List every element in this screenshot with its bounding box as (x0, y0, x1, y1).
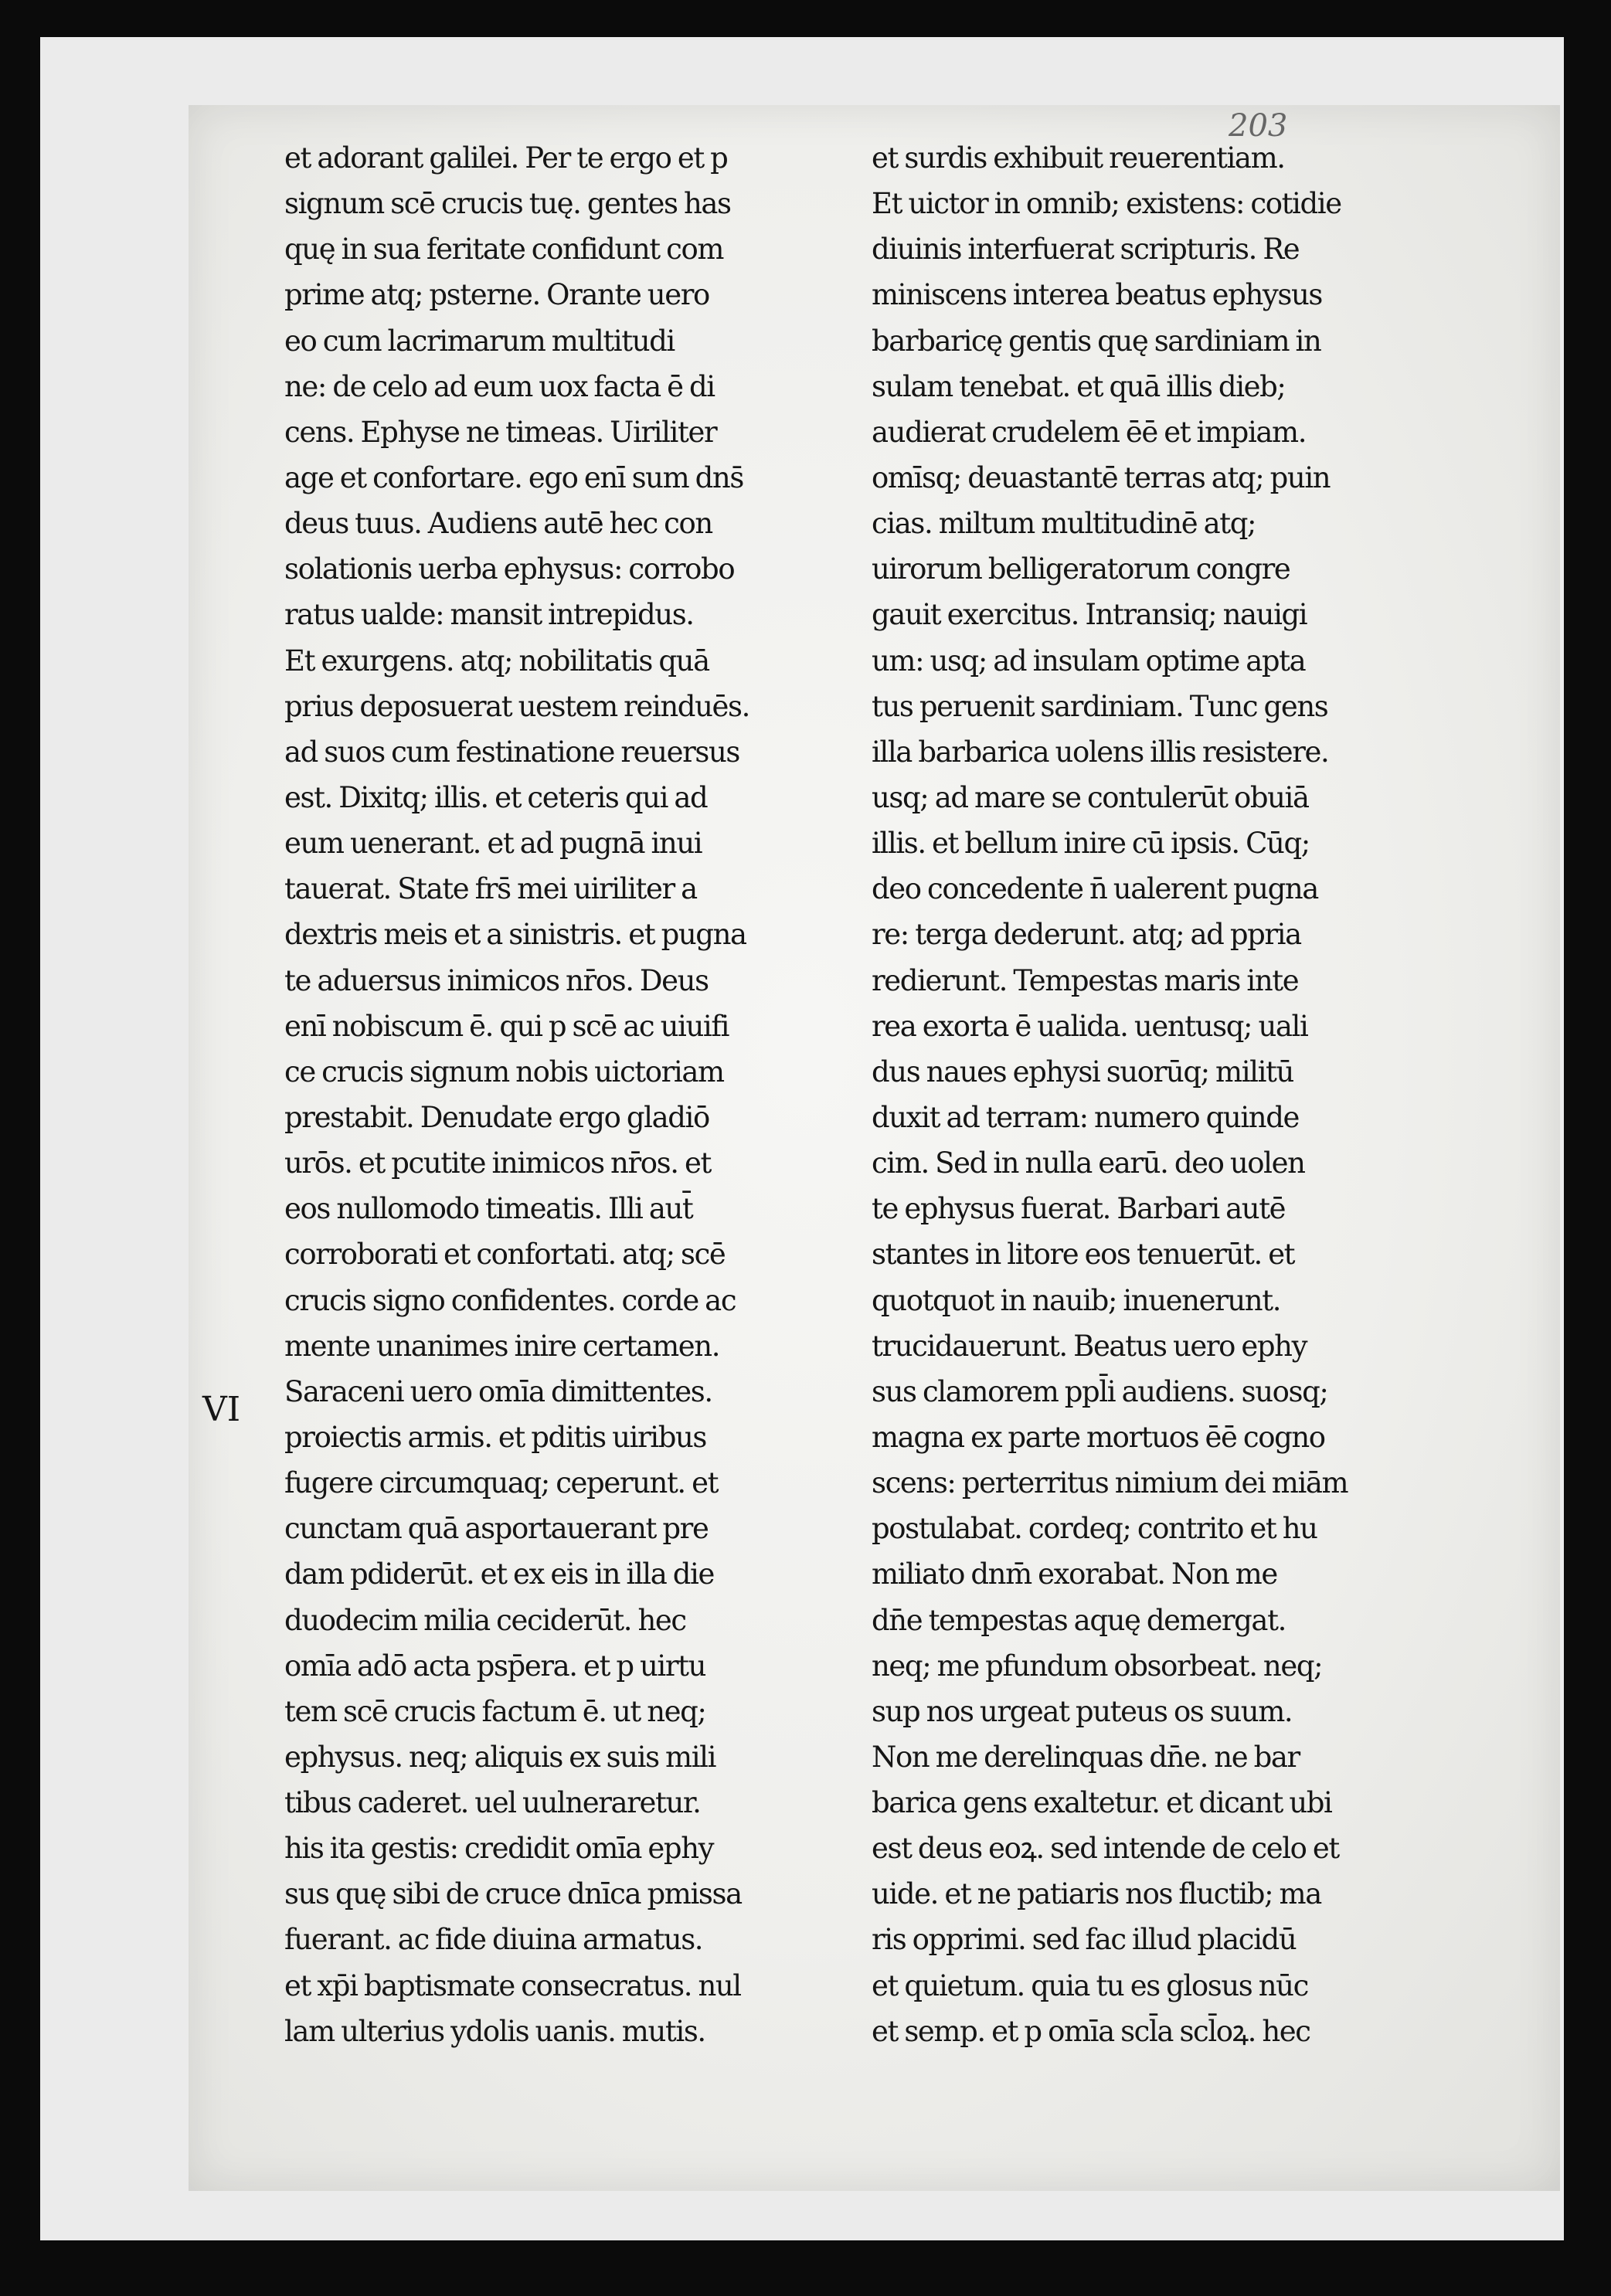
text-line: ne: de celo ad eum uox facta ē di (284, 369, 715, 403)
text-line: Saraceni uero omīa dimittentes. (284, 1374, 712, 1408)
text-line: neq; me pfundum obsorbeat. neq; (872, 1649, 1323, 1683)
text-line: eos nullomodo timeatis. Illi aut̄ (284, 1192, 693, 1226)
text-line: duxit ad terram: numero quinde (872, 1100, 1299, 1134)
text-line: tem scē crucis factum ē. ut neq; (284, 1694, 706, 1728)
text-line: corroborati et confortati. atq; scē (284, 1238, 726, 1272)
text-line: redierunt. Tempestas maris inte (872, 963, 1299, 997)
text-line: sus quę sibi de cruce dnīca pmissa (284, 1877, 742, 1911)
text-line: gauit exercitus. Intransiq; nauigi (872, 598, 1307, 632)
text-line: et surdis exhibuit reuerentiam. (872, 141, 1285, 175)
text-line: dus naues ephysi suorūq; militū (872, 1055, 1293, 1089)
text-line: deus tuus. Audiens autē hec con (284, 507, 712, 541)
text-line: Non me derelinquas dn̄e. ne bar (872, 1740, 1300, 1774)
text-line: mente unanimes inire certamen. (284, 1329, 720, 1363)
text-line: sus clamorem ppl̄i audiens. suosq; (872, 1374, 1328, 1408)
text-line: prius deposuerat uestem reinduēs. (284, 689, 749, 723)
text-line: dextris meis et a sinistris. et pugna (284, 918, 746, 952)
text-line: uide. et ne patiaris nos fluctib; ma (872, 1877, 1321, 1911)
text-line: et semp. et p omīa scl̄a scl̄oꝝ. hec (872, 2014, 1310, 2048)
text-line: solationis uerba ephysus: corrobo (284, 552, 735, 586)
text-line: illa barbarica uolens illis resistere. (872, 735, 1329, 769)
text-line: et quietum. quia tu es glosus nūc (872, 1968, 1308, 2002)
text-line: tauerat. State frs̄ mei uiriliter a (284, 872, 697, 906)
text-line: eum uenerant. et ad pugnā inui (284, 827, 702, 861)
text-line: cim. Sed in nulla earū. deo uolen (872, 1146, 1305, 1180)
text-line: usq; ad mare se contulerūt obuiā (872, 780, 1309, 814)
text-line: est deus eoꝝ. sed intende de celo et (872, 1832, 1339, 1866)
text-line: et adorant galilei. Per te ergo et p (284, 141, 728, 175)
text-line: audierat crudelem ēē et impiam. (872, 415, 1307, 449)
text-line: trucidauerunt. Beatus uero ephy (872, 1329, 1307, 1363)
text-line: dn̄e tempestas aquę demergat. (872, 1603, 1286, 1637)
text-line: um: usq; ad insulam optime apta (872, 644, 1306, 678)
text-line: magna ex parte mortuos ēē cogno (872, 1420, 1325, 1454)
text-line: sulam tenebat. et quā illis dieb; (872, 369, 1286, 403)
text-line: Et exurgens. atq; nobilitatis quā (284, 644, 709, 678)
text-line: crucis signo confidentes. corde ac (284, 1283, 736, 1317)
text-line: Et uictor in omnib; existens: cotidie (872, 187, 1341, 221)
text-line: proiectis armis. et pditis uiribus (284, 1420, 706, 1454)
left-text-column (284, 135, 787, 2054)
text-line: diuinis interfuerat scripturis. Re (872, 233, 1300, 267)
text-line: ephysus. neq; aliquis ex suis mili (284, 1740, 716, 1774)
text-line: prestabit. Denudate ergo gladiō (284, 1100, 709, 1134)
text-line: cens. Ephyse ne timeas. Uiriliter (284, 415, 717, 449)
text-line: cias. miltum multitudinē atq; (872, 507, 1256, 541)
text-line: ris opprimi. sed fac illud placidū (872, 1923, 1297, 1957)
text-line: barbaricę gentis quę sardiniam in (872, 324, 1321, 358)
text-line: tibus caderet. uel uulneraretur. (284, 1786, 701, 1820)
text-line: signum scē crucis tuę. gentes has (284, 187, 731, 221)
text-line: et xp̄i baptismate consecratus. nul (284, 1968, 741, 2002)
text-line: lam ulterius ydolis uanis. mutis. (284, 2014, 705, 2048)
text-line: urōs. et pcutite inimicos nr̄os. et (284, 1146, 711, 1180)
text-line: deo concedente n̄ ualerent pugna (872, 872, 1318, 906)
text-line: te aduersus inimicos nr̄os. Deus (284, 963, 709, 997)
text-line: stantes in litore eos tenuerūt. et (872, 1238, 1295, 1272)
text-line: age et confortare. ego enī sum dns̄ (284, 460, 743, 494)
text-line: re: terga dederunt. atq; ad ppria (872, 918, 1301, 952)
text-line: duodecim milia ceciderūt. hec (284, 1603, 686, 1637)
text-line: tus peruenit sardiniam. Tunc gens (872, 689, 1328, 723)
text-line: omīsq; deuastantē terras atq; puin (872, 460, 1331, 494)
text-line: prime atq; psterne. Orante uero (284, 278, 709, 312)
text-line: scens: perterritus nimium dei miām (872, 1466, 1348, 1500)
marginal-chapter-number: VI (202, 1390, 241, 1429)
text-line: fugere circumquaq; ceperunt. et (284, 1466, 719, 1500)
text-line: miniscens interea beatus ephysus (872, 278, 1323, 312)
text-line: quę in sua feritate confidunt com (284, 233, 724, 267)
text-line: postulabat. cordeq; contrito et hu (872, 1512, 1317, 1546)
page-number: 203 (1229, 108, 1288, 144)
text-line: ce crucis signum nobis uictoriam (284, 1055, 724, 1089)
text-line: dam pdiderūt. et ex eis in illa die (284, 1557, 714, 1591)
text-line: est. Dixitq; illis. et ceteris qui ad (284, 780, 708, 814)
text-line: te ephysus fuerat. Barbari autē (872, 1192, 1286, 1226)
text-line: quotquot in nauib; inuenerunt. (872, 1283, 1281, 1317)
text-line: enī nobiscum ē. qui p scē ac uiuifi (284, 1009, 729, 1043)
text-line: cunctam quā asportauerant pre (284, 1512, 709, 1546)
text-line: his ita gestis: credidit omīa ephy (284, 1832, 714, 1866)
text-line: rea exorta ē ualida. uentusq; uali (872, 1009, 1308, 1043)
text-line: sup nos urgeat puteus os suum. (872, 1694, 1293, 1728)
text-line: eo cum lacrimarum multitudi (284, 324, 675, 358)
text-line: ratus ualde: mansit intrepidus. (284, 598, 694, 632)
text-line: barica gens exaltetur. et dicant ubi (872, 1786, 1332, 1820)
text-line: uirorum belligeratorum congre (872, 552, 1290, 586)
text-line: illis. et bellum inire cū ipsis. Cūq; (872, 827, 1310, 861)
text-line: ad suos cum festinatione reuersus (284, 735, 739, 769)
text-line: miliato dnm̄ exorabat. Non me (872, 1557, 1277, 1591)
right-text-column (872, 135, 1374, 2054)
text-line: fuerant. ac fide diuina armatus. (284, 1923, 703, 1957)
text-line: omīa adō acta psp̄era. et p uirtu (284, 1649, 706, 1683)
